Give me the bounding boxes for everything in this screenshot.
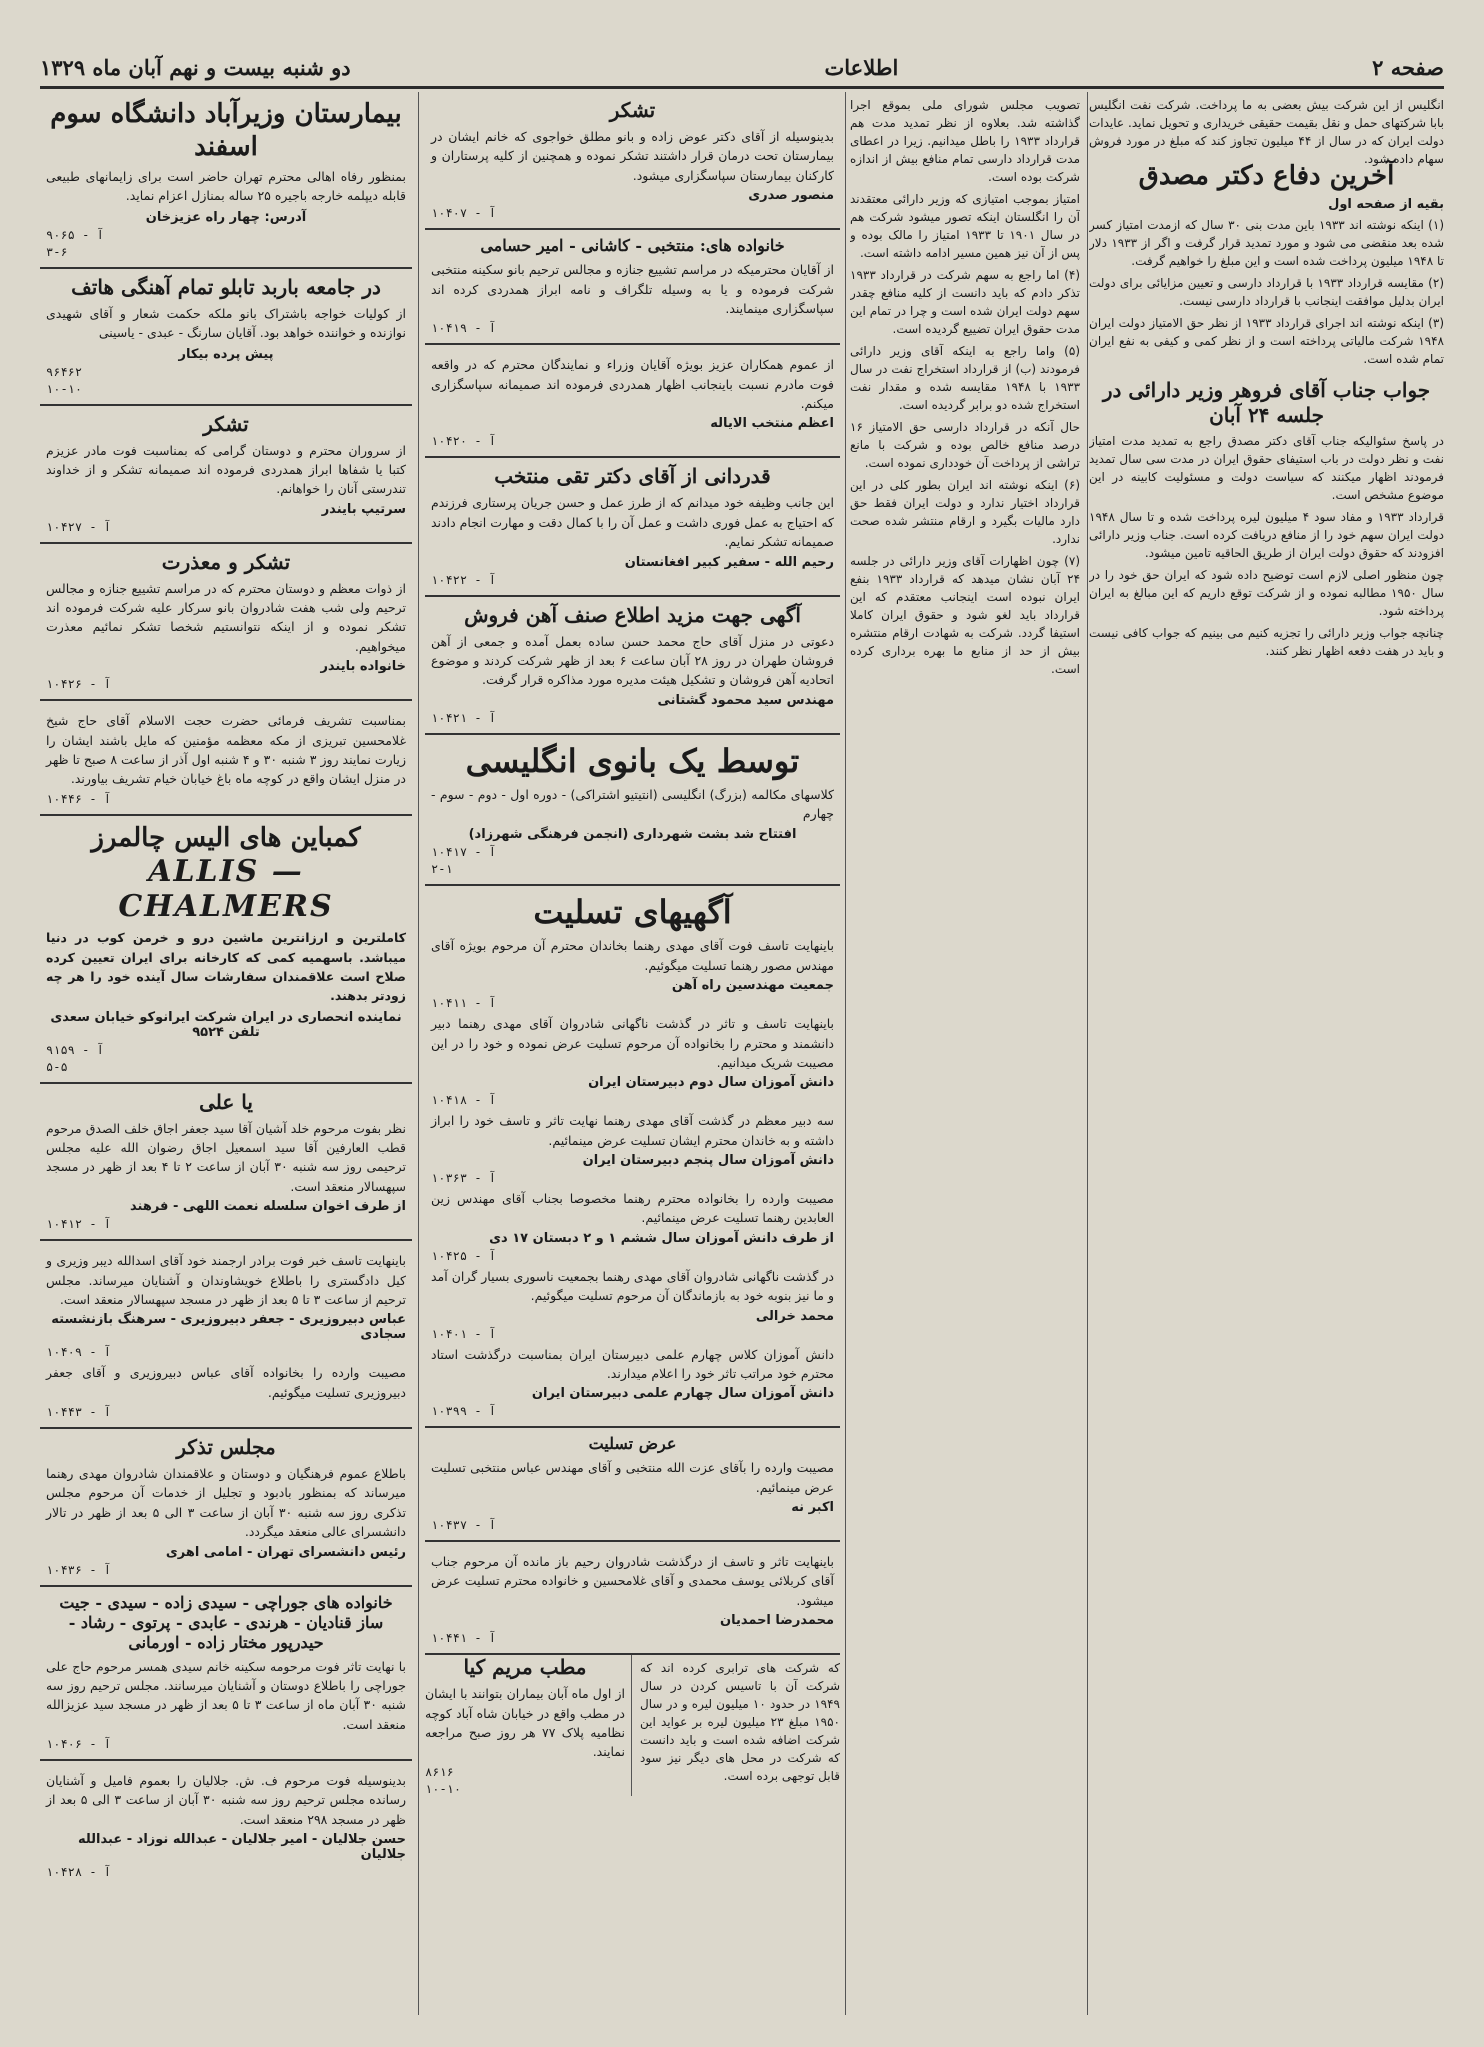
ad-subtitle: نماینده انحصاری در ایران شرکت ایرانوکو خیابان سعدی تلفن ۹۵۲۴: [50, 1009, 402, 1040]
article-paragraph: (۶) اینکه نوشته اند ایران بطور کلی در این قرارداد اختیار ندارد و دولت ایران فقط حق دارد مالیات بگیرد و ارقام منتشر شده صحت ندارد.: [850, 478, 1080, 546]
ad-gratitude-doctor: [425, 458, 840, 596]
ad-thanks-apology: [40, 544, 412, 702]
ad-text: با نهایت تاثر فوت مرحومه سکینه خانم سیدی همسر مرحوم حاج علی جوراچی را باطلاع دوستان و آشنایان میرسانند. مجلس ترحیم روز سه شنبه ۳۰ آبان ماه از ساعت ۳ تا ۵ بعد از ظهر در مسجد سید عزیزالله منعقد است.: [46, 1658, 407, 1732]
ad-majlis-tazakor: [40, 1429, 412, 1587]
ad-music: [40, 269, 412, 406]
article-paragraph: قرارداد ۱۹۳۳ و مفاد سود ۴ میلیون لیره پرداخت شده و تا سال ۱۹۴۸ دولت ایران سهم خود را از منافع دریافت کرده است. جناب وزیر دارائی افزودند که حقوق دولت ایران از طریق الحاقیه تامین میشود.: [1089, 509, 1444, 560]
ad-title: عرض تسلیت: [588, 1434, 677, 1454]
page-number: صفحه ۲: [1372, 54, 1444, 80]
ad-reference: آ - ۹۰۶۵: [46, 227, 104, 242]
ad-run-number: ۱۰-۱۰: [425, 1781, 462, 1796]
ad-reference: آ - ۱۰۴۱۱: [431, 996, 497, 1011]
ad-text: از اول ماه آبان بیماران بتوانند با ایشان در مطب واقع در خیابان شاه آباد کوچه نظامیه پلاک ۷۷ هر روز صبح مراجعه نمایند.: [425, 1686, 625, 1760]
ad-text: مصیبت وارده را بخانواده محترم رهنما مخصوصا بجناب آقای مهندس زین العابدین رهنما تسلیت عرض مینمائیم.: [431, 1191, 834, 1226]
page-header: [40, 52, 1444, 82]
ad-text: دعوتی در منزل آقای حاج محمد حسن ساده بعمل آمده و جمعی از آهن فروشان طهران در روز ۲۸ آبان ساعت ۶ بعد از ظهر شرکت کردند و موضوع اتحادیه آهن فروشان و تشکیل هیئت مدیره مورد مذاکره قرار گرفت.: [431, 633, 834, 688]
ad-reference: ۹۶۴۶۲: [46, 364, 83, 379]
ad-reference: آ - ۱۰۳۹۹: [431, 1404, 497, 1419]
ad-run-number: ۱۰-۱۰: [46, 381, 83, 396]
ad-memorial-ejagh: [40, 1084, 412, 1242]
ad-title: مطب مریم کیا: [463, 1655, 587, 1680]
ad-reference: آ - ۱۰۴۲۸: [46, 1865, 112, 1880]
ad-text: مصیبت وارده را بخانواده آقای عباس دبیروزیری و آقای جعفر دبیروزیری تسلیت میگوئیم.: [46, 1365, 406, 1400]
ad-reference: آ - ۱۰۴۳۷: [431, 1518, 497, 1532]
ad-signature: از طرف دانش آموزان سال ششم ۱ و ۲ دبستان ۱۷ دی: [489, 1230, 834, 1246]
ad-signature: دانش آموزان سال چهارم علمی دبیرستان ایران: [531, 1386, 834, 1402]
ad-reference: آ - ۱۰۴۲۶: [46, 677, 112, 692]
ad-clinic: [425, 1655, 632, 1796]
column-divider: [845, 92, 846, 2015]
article-subheading: جواب جناب آقای فروهر وزیر دارائی در جلسه ۲۴ آبان: [1102, 377, 1431, 427]
article-paragraph: (۲) مقایسه قرارداد ۱۹۳۳ با قرارداد دارسی و تعیین مزایائی برای دولت ایران بدلیل موافقت اینجانب با قرارداد دارسی نیست.: [1089, 275, 1444, 308]
ad-title: خانواده های جوراچی - سیدی زاده - سیدی - جیت ساز قنادیان - هرندی - عابدی - پرتوی - رشاد - حیدرپور مختار زاده - اورمانی: [59, 1592, 393, 1652]
article-paragraph: چنانچه جواب وزیر دارائی را تجزیه کنیم می بینیم که جواب کافی نیست و باید در هفت دفعه اظهار نظر کنند.: [1089, 625, 1444, 658]
ad-signature: رئیس دانشسرای تهران - امامی اهری: [165, 1544, 406, 1560]
ad-title: قدردانی از آقای دکتر تقی منتخب: [494, 464, 771, 489]
ad-thanks-doctor: [425, 92, 840, 230]
ad-text: باینهایت تاسف و تاثر در گذشت ناگهانی شادروان آقای مهدی رهنما دبیر دانشمند و محترم را بخانواده آن مرحوم تسلیت عرض نموده و خود را در این مصیبت شریک میدانیم.: [431, 1016, 834, 1070]
ad-reference: آ - ۱۰۴۰۱: [431, 1326, 497, 1341]
ad-title: تشکر و معذرت: [161, 549, 291, 574]
ad-subtitle: افتتاح شد بشت شهرداری (انجمن فرهنگی شهرزاد): [468, 827, 797, 843]
ad-title: مجلس تذکر: [176, 1435, 276, 1459]
ad-reference: آ - ۱۰۴۴۶: [46, 791, 112, 806]
ad-text: کاملترین و ارزانترین ماشین درو و خرمن کوب در دنیا میباشد. باسهمیه کمی که کارخانه برای ایران تعیین کرده صلاح است علاقمندان سفارشات سال آینده خود را هر چه زودتر بدهند.: [46, 930, 406, 1004]
article-paragraph: (۱) اینکه نوشته اند ۱۹۳۳ باین مدت بنی ۳۰ سال که ازمدت امتیاز کسر شده بعد منقضی می شود و مورد تمدید قرار گرفت و اگر از ۱۹۳۳ دلار تا ۱۹۴۸ میلیون پرداخت شده است و این مبلغ را خواهیم گرفت.: [1089, 217, 1444, 268]
ad-text: از عموم همکاران عزیز بویژه آقایان وزراء و نمایندگان محترم که در واقعه فوت مادرم نسبت باینجانب اظهار همدردی فرموده اند صمیمانه سپاسگزاری میکنم.: [431, 357, 834, 411]
ad-title: کمباین های الیس چالمرز: [91, 822, 361, 853]
header-rule: [40, 86, 1444, 89]
ad-signature: اکبر نه: [791, 1500, 834, 1515]
ad-reference: آ - ۱۰۴۰۷: [431, 206, 497, 221]
ad-title: توسط یک بانوی انگلیسی: [465, 741, 800, 780]
ad-text: باطلاع عموم فرهنگیان و دوستان و علاقمندان شادروان مهدی رهنما میرساند که بمنظور بادبود و تجلیل از خدمات آن مرحوم مجلس تذکری روز سه شنبه ۳۰ آبان از ساعت ۳ الی ۵ بعد از ظهر در تالار دانشسرای عالی منعقد میگردد.: [46, 1466, 407, 1540]
ad-subtitle: آدرس: چهار راه عزیزخان: [145, 209, 307, 225]
ad-text: نظر بفوت مرحوم خلد آشیان آقا سید جعفر اجاق خلف الصدق مرحوم قطب العارفین آقا سید اسمعیل اجاق رضوان الله علیه مجلس ترحیمی روز سه شنبه ۳۰ آبان از ساعت ۲ تا ۴ بعد از ظهر در مسجد سپهسالار منعقد است.: [46, 1120, 407, 1194]
ad-text: باینهایت تاسف فوت آقای مهدی رهنما بخاندان محترم آن مرحوم بویژه آقای مهندس مصور رهنما تسلیت میگوئیم.: [431, 938, 834, 973]
ad-title: یا علی: [199, 1089, 253, 1114]
intro-text: انگلیس از این شرکت بیش بعضی به ما پرداخت. شرکت نفت انگلیس بابا شرکتهای حمل و نقل بقیمت حقیقی خریداری و تحویل نماید. عایدات دولت ایران که در سال از ۴۴ میلیون تجاوز کند که مبلغ در مورد فروش سهام داده شود.: [1089, 98, 1444, 166]
newspaper-name: اطلاعات: [824, 54, 899, 80]
ad-condolence-family: [425, 1542, 840, 1655]
ad-reference: آ - ۱۰۴۰۹: [46, 1345, 112, 1360]
ad-families-memorial: [40, 1587, 412, 1762]
article-paragraph: (۷) چون اظهارات آقای وزیر دارائی در جلسه ۲۴ آبان نشان میدهد که قرارداد ۱۹۳۳ بنفع ایران نبوده است اینجانب معتقدم که این قرارداد باید لغو شود و حقوق ایران کاملا استیفا گردد. شرکت به شهادت ارقام منتشره بیش از حد از منابع ما بهره برداری کرده است.: [850, 554, 1080, 676]
ad-text: دانش آموزان کلاس چهارم علمی دبیرستان ایران بمناسبت درگذشت استاد محترم خود مراتب تاثر خود را اعلام میدارند.: [431, 1346, 834, 1381]
ad-reference: آ - ۱۰۴۱۸: [431, 1093, 497, 1108]
column-ads-left: [40, 92, 412, 2015]
ad-signature: سرتیپ بایندر: [321, 501, 406, 517]
issue-date: دو شنبه بیست و نهم آبان ماه ۱۳۲۹: [40, 54, 351, 80]
column-ads-middle: [425, 92, 840, 2015]
ad-text: از ذوات معظم و دوستان محترم که در مراسم تشییع جنازه و مجالس ترحیم ولی شب هفت شادروان بانو سرکار علیه شرکت فرموده اند تشکر نموده و از اینکه نتوانستیم شخصا تشکر نمائیم معذرت میخواهیم.: [46, 580, 406, 654]
bottom-row: [425, 1655, 840, 1796]
ad-title: در جامعه باربد تابلو تمام آهنگی هاتف: [71, 274, 381, 299]
ad-allis-chalmers: [40, 816, 412, 1084]
column-divider: [418, 92, 419, 2015]
ad-thanks-general: [40, 406, 412, 544]
ad-reference: آ - ۱۰۴۱۹: [431, 321, 497, 336]
ad-reference: آ - ۱۰۴۴۳: [46, 1405, 112, 1419]
ad-title: آگهی جهت مزید اطلاع صنف آهن فروش: [464, 602, 801, 627]
ad-signature: محمد خرالی: [755, 1308, 834, 1324]
ad-hospital: [40, 92, 412, 269]
ad-text: از آقایان محترمیکه در مراسم تشییع جنازه و مجالس ترحیم بانو سکینه منتخبی شرکت فرموده و یا به وسیله تلگراف و نامه ابراز همدردی کرده اند سپاسگزاری مینمایند.: [431, 262, 834, 316]
article-paragraph: (۴) اما راجع به سهم شرکت در قرارداد ۱۹۳۳ تذکر دادم که باید دانست از کلیه منافع چقدر سهم دولت ایران شده است و چرا در تمام این مدت حقوق ایران تضییع گردیده است.: [850, 268, 1080, 336]
ad-signature: رحیم الله - سفیر کبیر افغانستان: [624, 554, 834, 570]
ad-signature: از طرف اخوان سلسله نعمت اللهی - فرهند: [130, 1199, 406, 1215]
ad-reference: آ - ۱۰۴۲۷: [46, 519, 112, 534]
article-paragraph: (۳) اینکه نوشته اند اجرای قرارداد ۱۹۳۳ از نظر حق الامتیاز دولت ایران ۱۹۴۸ شرکت مالیاتی پرداخته است و از نظر کمی و کیفی به نفع ایران تمام شده است.: [1089, 315, 1444, 366]
ad-reference: آ - ۱۰۴۱۷: [431, 845, 497, 860]
ad-text: کلاسهای مکالمه (بزرگ) انگلیسی (انتیتیو اشتراکی) - دوره اول - دوم - سوم - چهارم: [431, 786, 834, 821]
article-title: آخرین دفاع دکتر مصدق: [1138, 161, 1395, 191]
ad-run-number: ۲-۱: [431, 862, 453, 877]
ad-families-thanks: [425, 230, 840, 345]
ad-text: از سروران محترم و دوستان گرامی که بمناسبت فوت مادر عزیزم کتبا یا شفاها ابراز همدردی فرموده اند صمیمانه تشکر و از خداوند تندرستی آنان را خواهانم.: [46, 442, 406, 497]
ad-signature: دانش آموزان سال دوم دبیرستان ایران: [588, 1075, 834, 1091]
ad-title: آگهیهای تسلیت: [533, 893, 732, 932]
ad-reference: آ - ۱۰۴۳۶: [46, 1562, 112, 1577]
ad-run-number: ۳-۶: [46, 244, 68, 259]
ad-title: تشکر: [609, 98, 656, 122]
ad-english-classes: [425, 735, 840, 887]
ad-text: این جانب وظیفه خود میدانم که از طرز عمل و حسن جریان پرستاری فرزندم که احتیاج به عمل فوری داشت و عمل آن را با کمال دقت و مهارت انجام دادند صمیمانه تشکر نمایم.: [431, 495, 834, 550]
ad-text: از کولیات خواجه باشتراک بانو ملکه حکمت شعار و آقای شهیدی نوازنده و خواننده خواهد بود. آقایان سارنگ - عبدی - یاسینی: [46, 305, 406, 341]
ad-reference: آ - ۱۰۴۲۲: [431, 572, 497, 587]
ad-iron-guild: [425, 597, 840, 735]
ad-signature: خانواده بایندر: [320, 659, 406, 675]
ad-text: که شرکت های ترابری کرده اند که شرکت آن با تاسیس کردن در سال ۱۹۴۹ در حدود ۱۰ میلیون لیره و در سال ۱۹۵۰ مبلغ ۲۳ میلیون لیره بر عواید این شرکت اضافه شده است و باید دانست که شرکت در محل های دیگر نیز سود قابل توجهی برده است.: [640, 1661, 840, 1784]
ad-reference: آ - ۱۰۴۴۱: [431, 1631, 497, 1646]
ad-signature: اعظم منتخب الایاله: [710, 416, 834, 432]
ad-title: خانواده های: منتخبی - کاشانی - امیر حسامی: [480, 236, 785, 256]
company-note: [640, 1655, 840, 1796]
ad-reference: آ - ۱۰۴۰۶: [46, 1737, 112, 1751]
ad-subtitle: پیش پرده بیکار: [178, 346, 274, 362]
ad-text: در گذشت ناگهانی شادروان آقای مهدی رهنما بجمعیت ناسوری بسیار گران آمد و ما نیز بنوبه خود به بازماندگان آن مرحوم تسلیت میگوئیم.: [431, 1268, 834, 1304]
ad-title: بیمارستان وزیرآباد دانشگاه سوم اسفند: [50, 99, 402, 162]
continued-note: بقیه از صفحه اول: [1328, 196, 1444, 212]
ad-reference: ۸۶۱۶: [425, 1764, 454, 1779]
ad-signature: جمعیت مهندسین راه آهن: [671, 978, 834, 994]
ad-reference: آ - ۱۰۴۲۰: [431, 434, 497, 449]
article-paragraph: امتیاز بموجب امتیازی که وزیر دارائی معتقدند آن را انگلستان اینکه تصور میشود شرکت هم در سال ۱۹۰۱ تا ۱۹۳۳ امتیاز را مالک بوده و پس از آن نیز همین مسیر ادامه داشته است.: [850, 192, 1080, 260]
ad-condolences: [425, 886, 840, 1428]
ad-text: باینهایت تاسف خبر فوت برادر ارجمند خود آقای اسدالله دیبر وزیری و کیل دادگستری را باطلاع خویشاوندان و آشنایان میرساند. مجلس ترحیم از ساعت ۳ تا ۵ بعد از ظهر در مسجد سپهسالار منعقد است.: [46, 1253, 406, 1307]
ad-text: سه دبیر معظم در گذشت آقای مهدی رهنما نهایت تاثر و تاسف خود را ابراز داشته و به خاندان محترم ایشان تسلیت عرض مینمائیم.: [431, 1113, 834, 1148]
ad-text: بدینوسیله فوت مرحوم ف. ش. جلالیان را بعموم فامیل و آشنایان رسانده مجلس ترحیم روز سه شنبه ۳۰ آبان از ساعت ۳ الی ۵ بعد از ظهر در مسجد ۲۹۸ منعقد است.: [46, 1773, 406, 1827]
ad-pilgrim-visit: [40, 701, 412, 816]
ad-text: بمناسبت تشریف فرمائی حضرت حجت الاسلام آقای حاج شیخ غلامحسین تبریزی از مکه معظمه مؤمنین که مایل باشند ایشان را زیارت نمایند روز ۳ شنبه ۳۰ و ۴ شنبه اول آذر از ساعت ۸ صبح تا ظهر در منزل ایشان واقع در کوچه ماه باغ خیابان خیام تشریف بیاورند.: [46, 713, 406, 787]
ad-brand-latin: ALLIS — CHALMERS: [118, 854, 334, 925]
ad-reference: آ - ۱۰۴۲۵: [431, 1248, 497, 1263]
ad-signature: حسن جلالیان - امیر جلالیان - عبدالله نوزاد - عبدالله جلالیان: [77, 1832, 406, 1863]
ad-reference: آ - ۱۰۴۱۲: [46, 1217, 112, 1232]
ad-signature: مهندس سید محمود گشتانی: [657, 692, 834, 708]
ad-signature: محمدرضا احمدیان: [719, 1613, 834, 1629]
article-paragraph: (۵) واما راجع به اینکه آقای وزیر دارائی فرمودند (ب) از قرارداد استخراج نفت در سال ۱۹۳۳ با ۱۹۴۸ مقایسه شده و مقدار نفت استخراج شده دو برابر گردیده است.: [850, 344, 1080, 412]
article-paragraph: حال آنکه در قرارداد دارسی حق الامتیاز ۱۶ درصد منافع خالص بوده و شرکت با مانع تراشی از پرداخت آن خودداری نموده است.: [850, 420, 1080, 470]
ad-signature: دانش آموزان سال پنجم دبیرستان ایران: [582, 1153, 834, 1168]
ad-text: باینهایت تاثر و تاسف از درگذشت شادروان رحیم باز مانده آن مرحوم جناب آقای کربلائی یوسف محمدی و آقای غلامحسین و خانواده محترم تسلیت عرض میشود.: [431, 1554, 834, 1608]
ad-reference: آ - ۱۰۴۲۱: [431, 710, 497, 725]
ad-text: بدینوسیله از آقای دکتر عوض زاده و بانو مطلق خواجوی که خانم ایشان در بیمارستان تحت درمان قرار داشتند تشکر نموده و همچنین از کلیه پرستاران و کارکنان بیمارستان سپاسگزاری میشود.: [431, 129, 834, 183]
column-continuation: [850, 92, 1080, 2015]
article-paragraph: چون منظور اصلی لازم است توضیح داده شود که ایران حق خود را در سال ۱۹۵۰ مطالبه نموده و از شرکت توقع داریم که این مبالغ به ایران پرداخته شود.: [1089, 567, 1444, 618]
ad-condolence-short: [425, 1428, 840, 1542]
ad-memorial-dabir: [40, 1241, 412, 1429]
article-paragraph: تصویب مجلس شورای ملی بموقع اجرا گذاشته شد. بعلاوه از نظر تمدید مدت هم قرارداد ۱۹۳۳ را باطل میدانیم. زیرا در اعطای مدت قرارداد دارسی تمام منافع بیش از اندازه شرکت بوده است.: [850, 98, 1080, 184]
ad-reference: آ - ۹۱۵۹: [46, 1042, 104, 1057]
ad-title: تشکر: [203, 411, 249, 436]
ad-text: مصیبت وارده را بآقای عزت الله منتخبی و آقای مهندس عباس منتخبی تسلیت عرض مینمائیم.: [431, 1460, 834, 1495]
ad-signature: منصور صدری: [748, 188, 834, 204]
article-paragraph: در پاسخ سئوالیکه جناب آقای دکتر مصدق راجع به تمدید مدت امتیاز نفت و نظر دولت در باب استیفای حقوق ایران در مدت سی سال تمدید فرمودند اظهار میکنند که سیاست دولت و مسئولیت کابینه در این موضوع مشخص است.: [1089, 433, 1444, 502]
ad-memorial-jalalian: [40, 1761, 412, 1887]
ad-colleagues-thanks: [425, 345, 840, 458]
column-mossadegh: [1089, 92, 1444, 2015]
ad-signature: عباس دبیروزیری - جعفر دبیروزیری - سرهنگ بازنشسته سجادی: [51, 1312, 406, 1343]
ad-text: بمنظور رفاه اهالی محترم تهران حاضر است برای زایمانهای طبیعی قابله دیپلمه خارجه باجیره ۲۵ ساله بمنازل اعزام نماید.: [46, 169, 406, 204]
ad-reference: آ - ۱۰۳۶۳: [431, 1171, 497, 1185]
column-divider: [1087, 92, 1088, 2015]
ad-run-number: ۵-۵: [46, 1059, 68, 1074]
